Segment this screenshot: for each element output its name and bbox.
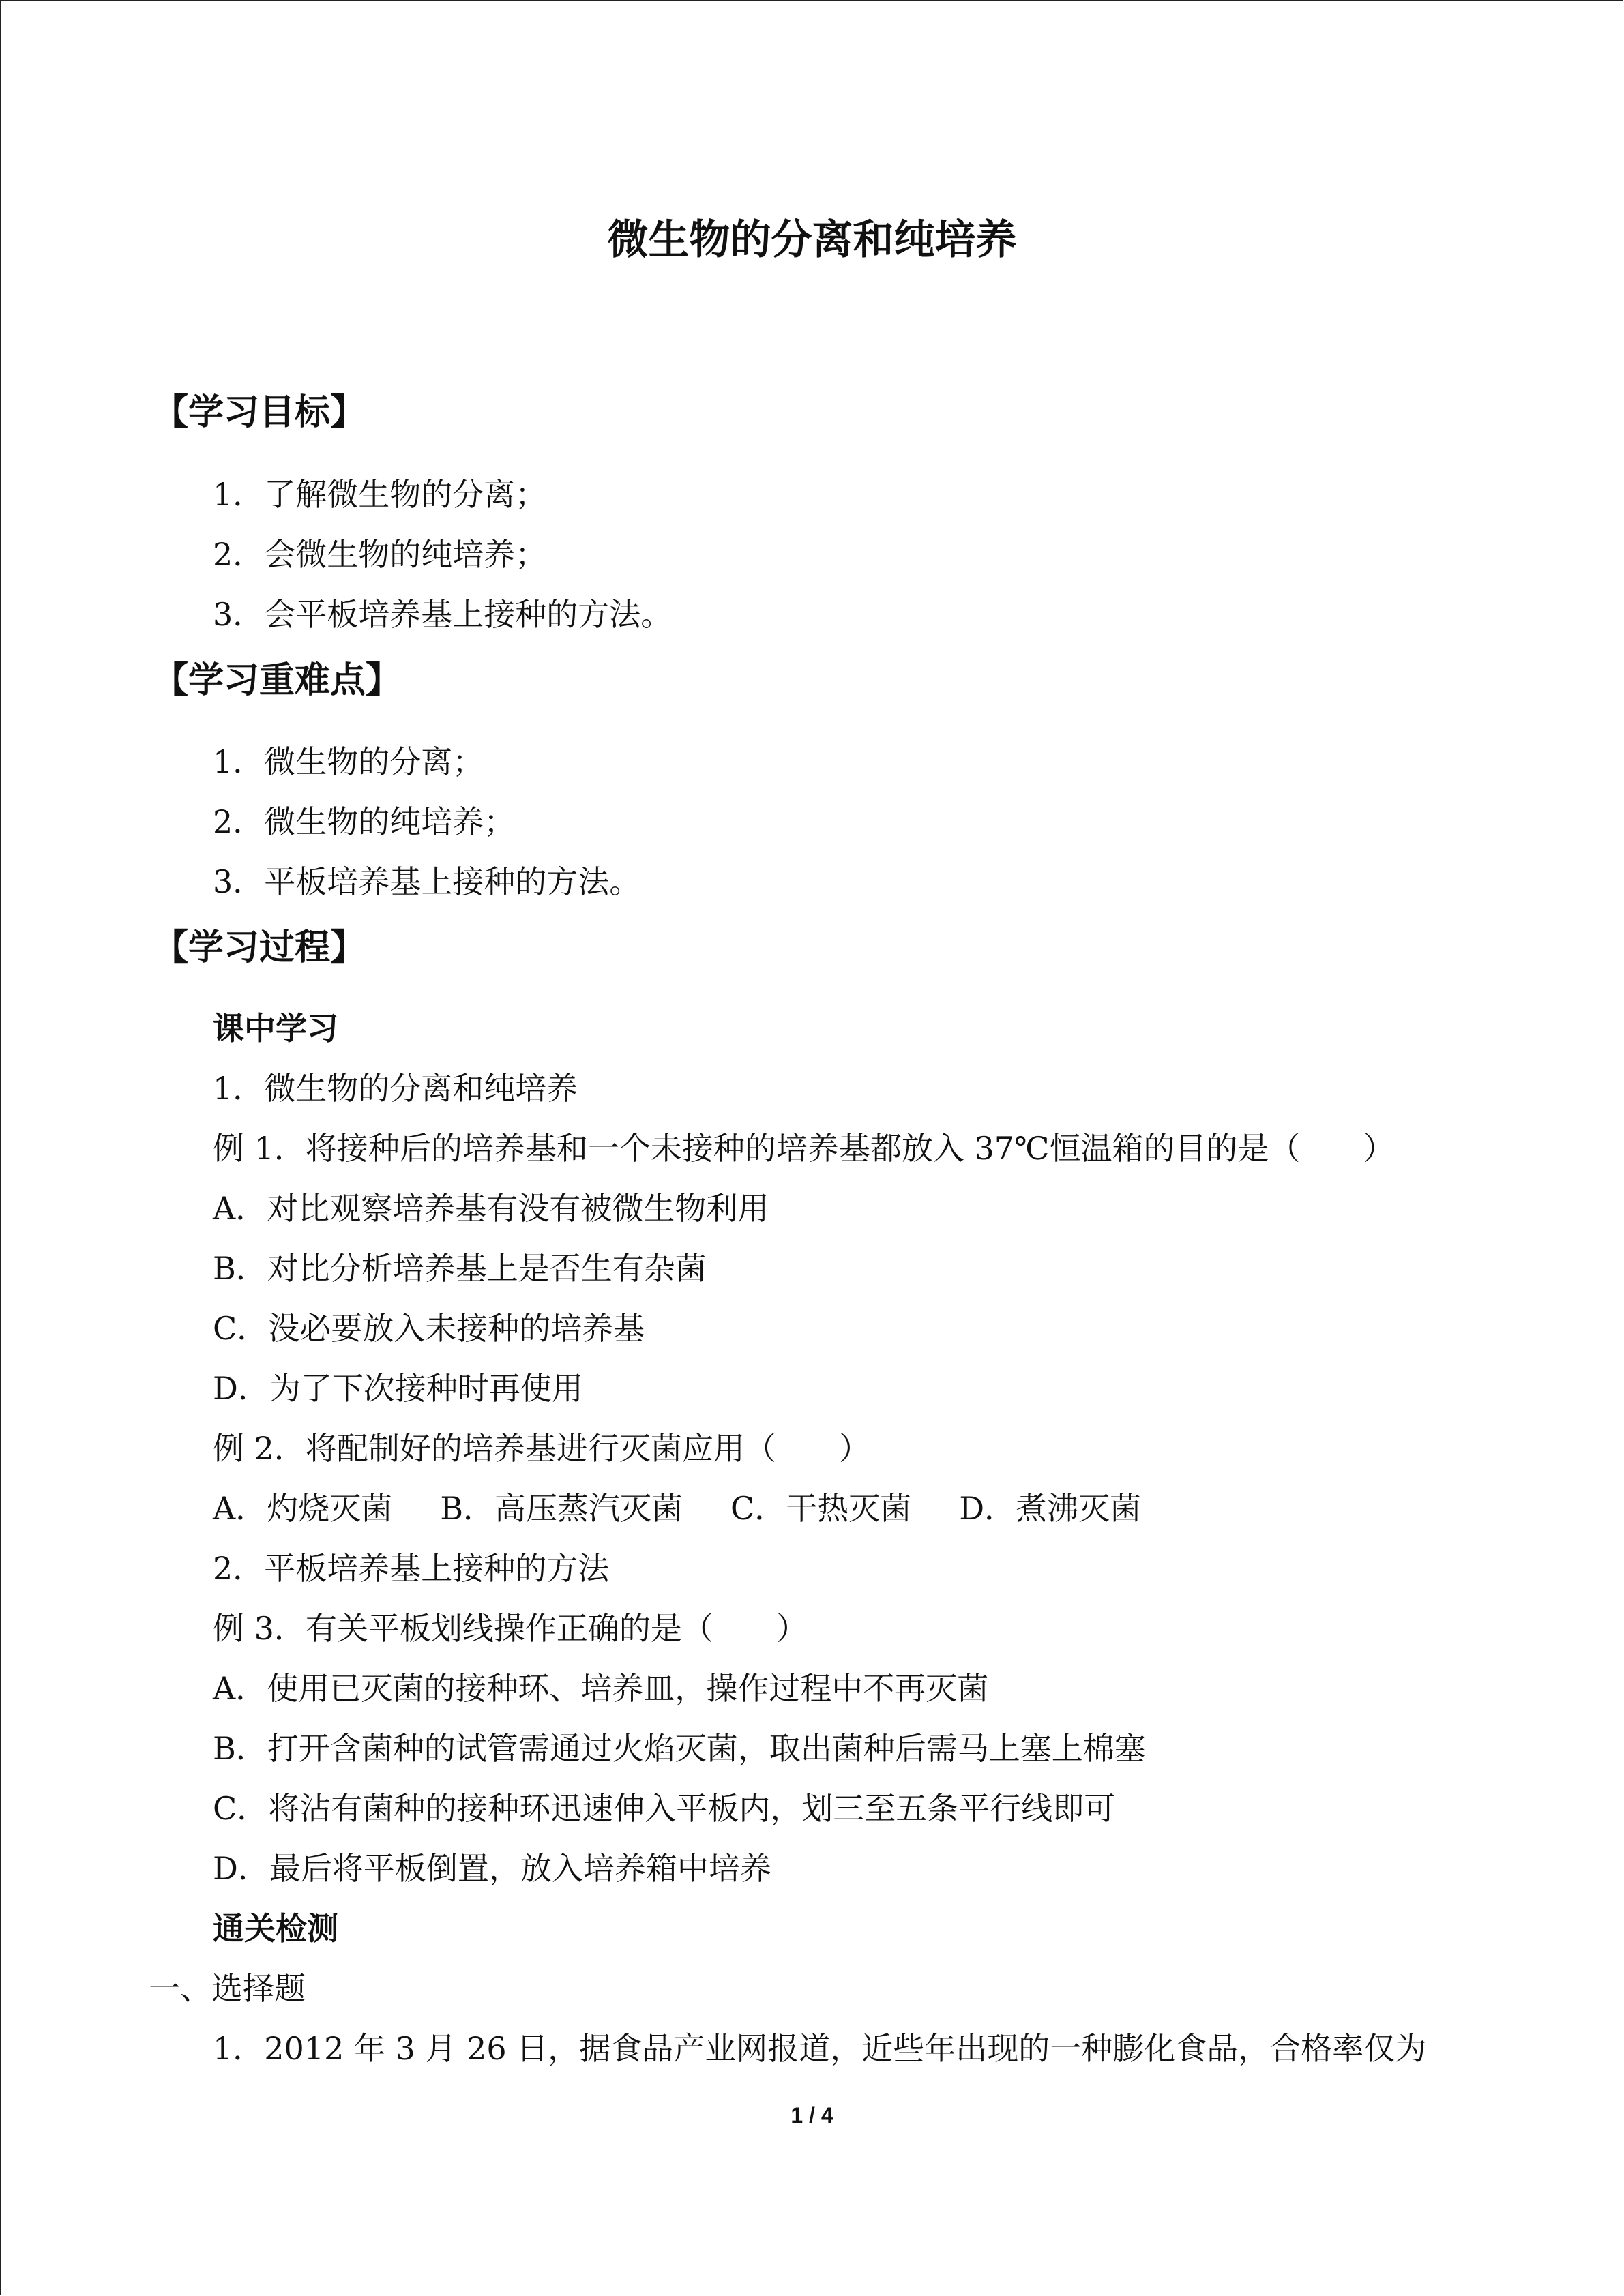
example-3-option-c: C．将沾有菌种的接种环迅速伸入平板内，划三至五条平行线即可: [213, 1790, 1116, 1827]
choice-section-heading: 一、选择题: [149, 1970, 306, 2007]
example-2-option-a: A．灼烧灭菌: [213, 1490, 393, 1527]
question-1: 1．2012 年 3 月 26 日，据食品产业网报道，近些年出现的一种膨化食品，合格率仅为: [213, 2030, 1427, 2067]
test-label: 通关检测: [213, 1910, 338, 1947]
objective-item-2: 2．会微生物的纯培养；: [213, 536, 547, 573]
key-point-item-3: 3．平板培养基上接种的方法。: [213, 863, 641, 900]
objectives-heading: 【学习目标】: [153, 391, 366, 433]
key-point-item-1: 1．微生物的分离；: [213, 743, 484, 780]
example-2-question: 例 2．将配制好的培养基进行灭菌应用（ ）: [213, 1430, 870, 1467]
example-3-option-a: A．使用已灭菌的接种环、培养皿，操作过程中不再灭菌: [213, 1670, 989, 1707]
example-3-question: 例 3．有关平板划线操作正确的是（ ）: [213, 1610, 808, 1647]
key-point-item-2: 2．微生物的纯培养；: [213, 803, 516, 840]
document-title: 微生物的分离和纯培养: [607, 216, 1017, 264]
topic-2: 2．平板培养基上接种的方法: [213, 1550, 610, 1587]
example-3-option-d: D．最后将平板倒置，放入培养箱中培养: [213, 1850, 771, 1887]
example-3-option-b: B．打开含菌种的试管需通过火焰灭菌，取出菌种后需马上塞上棉塞: [213, 1730, 1146, 1767]
example-1-option-d: D．为了下次接种时再使用: [213, 1370, 583, 1407]
example-1-option-c: C．没必要放入未接种的培养基: [213, 1310, 645, 1347]
topic-1: 1．微生物的分离和纯培养: [213, 1070, 578, 1107]
objective-item-3: 3．会平板培养基上接种的方法。: [213, 596, 673, 633]
objective-item-1: 1．了解微生物的分离；: [213, 476, 547, 513]
example-2-option-c: C．干热灭菌: [730, 1490, 912, 1527]
example-1-option-b: B．对比分析培养基上是否生有杂菌: [213, 1250, 707, 1287]
example-2-options-row: [213, 1488, 1141, 1529]
in-class-label: 课中学习: [213, 1010, 338, 1047]
example-1-question: 例 1．将接种后的培养基和一个未接种的培养基都放入 37℃恒温箱的目的是（ ）: [213, 1130, 1395, 1167]
example-1-option-a: A．对比观察培养基有没有被微生物利用: [213, 1190, 769, 1227]
example-2-option-b: B．高压蒸汽灭菌: [440, 1490, 683, 1527]
key-points-heading: 【学习重难点】: [153, 659, 402, 701]
page-number: 1 / 4: [791, 2103, 833, 2128]
process-heading: 【学习过程】: [153, 927, 366, 968]
example-2-option-d: D．煮沸灭菌: [959, 1490, 1142, 1527]
